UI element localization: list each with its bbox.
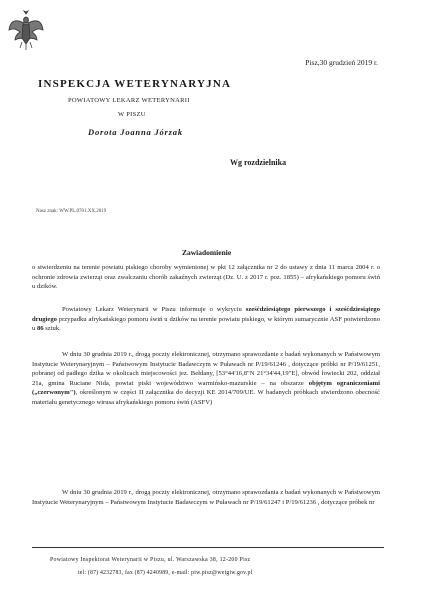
paragraph-3-bold-zone: objętym ograniczeniami („czerwonym") [32, 379, 380, 396]
paragraph-4 [32, 488, 380, 507]
organization-title: INSPEKCJA WETERYNARYJNA [38, 78, 232, 90]
paragraph-3-text-a: W dniu 30 grudnia 2019 r., drogą poczty elektronicznej, otrzymano sprawozdanie z badań wykonanych w Państwowym Instytucie Weterynaryjnym – Państwowym Instytucie Badawczym w Puławach nr P/19/61246 , dotyczące próbki nr P/19/61251, pobranej od padłego dzika w okolicach miejscowości jez. Bełdany, [53°44'16,8"N 21°34'44,19"E], obwód łowiecki 202, oddział 21a, gmina Ruciane Nida, powiat piski województwo warmińsko-mazurskie – na obszarze [32, 351, 380, 387]
organization-city: W PISZU [118, 111, 146, 118]
paragraph-2-bold-count: 86 [36, 325, 44, 332]
paragraph-2-text-c: przypadku afrykańskiego pomoru świń u dzików na terenie powiatu piskiego, w którym sumarycznie ASF potwierdzono u [32, 315, 380, 332]
organization-subtitle: POWIATOWY LEKARZ WETERYNARII [68, 97, 190, 104]
paragraph-3-text-c: , określonym w części II załącznika do decyzji KE 2014/709/UE. W badanych próbkach stwierdzono obecność materiału genetycznego wirusa afrykańskiego pomoru świń (ASFV) [32, 389, 380, 406]
paragraph-1 [32, 263, 380, 292]
distribution-note: Wg rozdzielnika [230, 158, 287, 167]
reference-number: Nasz znak: WW.PL.0701.XX.2019 [36, 209, 107, 214]
paragraph-2-text-a: Powiatowy Lekarz Weterynarii w Piszu informuje o wykryciu [62, 306, 246, 313]
eagle-emblem-icon [6, 8, 46, 52]
paragraph-2-bold-case: sześćdziesiątego pierwszego i sześćdziesiątego drugiego [32, 306, 381, 323]
footer-contact: tel: (87) 4232783, fax (87) 4240989, e-mail: piw.pisz@wetgiw.gov.pl [78, 570, 253, 576]
paragraph-1-text: o stwierdzeniu na terenie powiatu piskiego choroby wymienionej w pkt 12 załącznika nr 2 do ustawy z dnia 11 marca 2004 r. o ochronie zdrowia zwierząt oraz zwalczaniu chorób zakaźnych zwierząt (Dz. U. z 2017 r. poz. 1855) – afrykańskiego pomoru świń u dzików. [32, 264, 380, 290]
paragraph-3 [32, 350, 380, 407]
paragraph-4-text: W dniu 30 grudnia 2019 r., drogą poczty elektronicznej, otrzymano sprawozdania z badań wykonanych w Państwowym Instytucie Weterynaryjnym – Państwowym Instytucie Badawczym w Puławach nr P/19/61247 i P/19/61236 , dotyczące próbek nr [32, 489, 380, 506]
paragraph-2-text-e: sztuk. [43, 325, 61, 332]
date-line: Pisz,30 grudzień 2019 r. [305, 58, 378, 67]
signatory-name: Dorota Joanna Jórzak [88, 127, 183, 137]
footer-divider [32, 547, 384, 548]
document-heading: Zawiadomienie [182, 248, 232, 257]
footer-address: Powiatowy Inspektorat Weterynarii w Piszu, ul. Warszawska 38, 12-200 Pisz [50, 557, 251, 563]
paragraph-2 [32, 305, 380, 334]
